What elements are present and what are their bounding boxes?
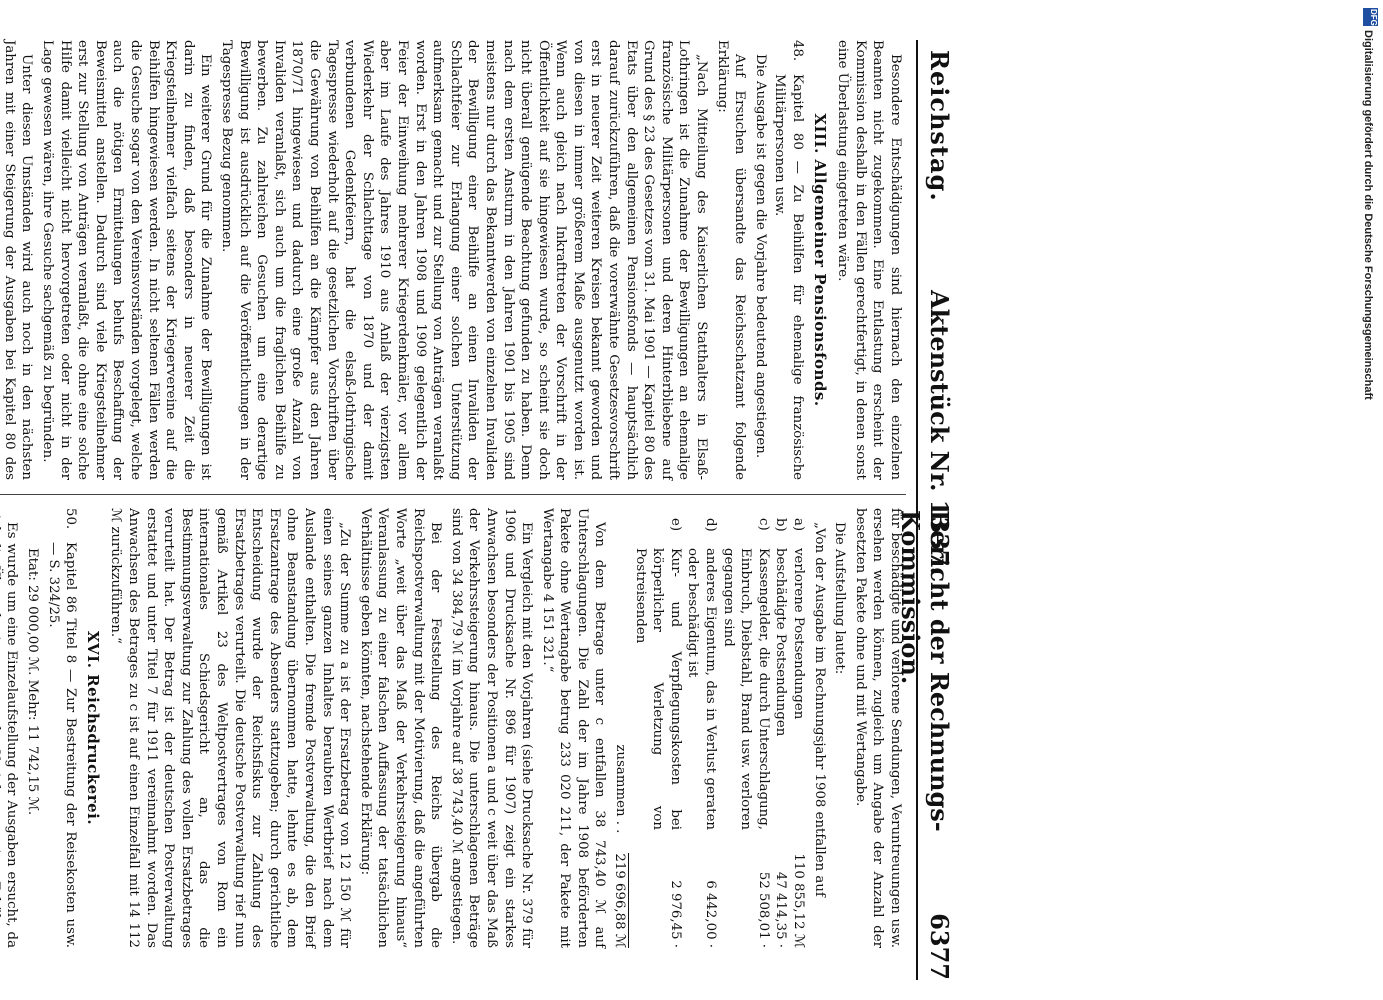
paragraph: Besondere Entschädigungen sind hiernach den einzelnen Beamten nicht zugekommen. Eine Entlastung erscheint der Kommission deshalb in den Fällen gerechtfertigt, in denen sonst eine Überlastung eingetreten wäre.: [835, 40, 903, 480]
list-item-value: 110 855,12 ℳ: [791, 853, 807, 948]
item-number: 48.: [790, 40, 806, 62]
list-item-text: beschädigte Postsendungen: [773, 548, 789, 737]
paragraph: Auf Ersuchen übersandte das Reichsschatzamt folgende Erklärung:: [714, 40, 748, 480]
list-item-key: c): [755, 518, 771, 531]
list-item: [719, 508, 772, 948]
header-center: Aktenstück Nr. 1337.: [925, 290, 954, 575]
list-item: [789, 508, 807, 948]
list-item-value: 6 442,00 ·: [703, 880, 719, 948]
item-number: 50.: [63, 508, 79, 530]
paragraph: Die Aufstellung lautet:: [832, 522, 848, 675]
list-item-text: anderes Eigentum, das in Verlust geraten oder beschädigt ist: [685, 548, 719, 830]
paragraph: für beschädigte und verlorene Sendungen, Veruntreuungen usw. ersehen werden können, zugleich um Angabe der Anzahl der besetzten Pakete ohne und mit Wertangabe.: [852, 508, 903, 948]
paragraph: Unter diesen Umständen wird auch noch in den nächsten Jahren mit einer Steigerung der Ausgaben bei Kapitel 80 des: [1, 40, 35, 480]
header-rule: [916, 40, 918, 980]
right-column: [0, 508, 904, 948]
list-item-key: b): [773, 518, 789, 532]
item-text: Kapitel 86 Titel 8 — Zur Bestreitung der Reisekosten usw. — S. 324/25.: [45, 542, 79, 948]
etat-line: Etat: 29 000,00 ℳ. Mehr: 11 742,15 ℳ.: [25, 548, 41, 816]
paragraph: „Von der Ausgabe im Rechnungsjahr 1908 entfallen auf: [811, 522, 827, 897]
section-heading: XVI. Reichsdruckerei.: [83, 630, 102, 826]
list-item-key: d): [703, 518, 719, 532]
list-item-key: e): [667, 518, 683, 532]
page-header: [896, 40, 960, 980]
list-item: [684, 508, 719, 948]
sum-row: [611, 508, 630, 948]
paragraph: Ein Vergleich mit den Vorjahren (siehe Drucksache Nr. 379 für 1906 und Drucksache Nr. 896 für 1907) zeigt ein starkes Anwachsen besonders der Positionen a und c weit über das Maß der Verkehrssteigerung hinaus. Die unterschlagenen Beträge sind von 34 384,79 ℳ im Vorjahre auf 38 743,40 ℳ angestiegen.: [448, 508, 535, 948]
paragraph: Bei der Feststellung des Reichs übergab die Reichspostverwaltung mit der Motivierung, daß die angeführten Worte „weit über das Maß der Verkehrssteigerung hinaus“ Veranlassung zu einer falschen Auffassung der tatsächlichen Verhältnisse geben könnten, nachstehende Erklärung:: [357, 508, 444, 948]
page-number: 6377: [925, 913, 954, 980]
paragraph: Die Ausgabe ist gegen die Vorjahre bedeutend angestiegen.: [752, 54, 768, 459]
paragraph: Es wurde um eine Einzelaufstellung der Ausgaben ersucht, da: [4, 522, 20, 948]
left-column: [0, 40, 904, 480]
list-item-value: 47 414,35 ·: [773, 871, 789, 948]
item-text: Kapitel 80 — Zu Beihilfen für ehemalige französische Militärpersonen usw.: [772, 74, 806, 480]
paragraph: Von dem Betrage unter c entfallen 38 743,40 ℳ auf Unterschlagungen. Die Zahl der im Jahre 1908 beförderten Pakete ohne Wertangabe betrug 233 020 211, der Pakete mit Wertangabe 4 151 321.“: [539, 508, 608, 948]
list-item-text: Kassengelder, die durch Unterschlagung, Einbruch, Diebstahl, Brand usw. verloren gegangen sind: [720, 548, 771, 830]
item-50: [44, 508, 79, 948]
header-title: Bericht der Rechnungs-Kommission.: [896, 510, 954, 832]
list-item-value: 52 508,01 ·: [755, 871, 771, 948]
column-divider: [0, 494, 906, 495]
expense-list: [631, 508, 807, 948]
document-page: [0, 40, 960, 980]
dfg-logo: DFG: [1363, 8, 1378, 26]
sum-value: 219 696,88 ℳ: [612, 853, 628, 948]
funding-note: Digitalisierung gefördert durch die Deutsche Forschungsgemeinschaft: [1362, 30, 1374, 400]
section-heading: XIII. Allgemeiner Pensionsfonds.: [810, 113, 829, 407]
item-48: [771, 40, 806, 480]
paragraph: Ein weiterer Grund für die Zunahme der Bewilligungen ist darin zu finden, daß besonders in neuerer Zeit die Kriegsteilnehmer vielfach seitens der Kriegervereine auf die Beihilfen hingewiesen werden. In nicht seltenen Fällen werden die Gesuche sogar von den Vereinsvorständen vorgelegt, welche auch die nötigen Ermittelungen behufs Beschaffung der Beweismittel anstellen. Dadurch sind viele Kriegsteilnehmer erst zur Stellung von Anträgen veranlaßt, die ohne eine solche Hilfe damit vielleicht nicht hervorgetreten oder nicht in der Lage gewesen wären, ihre Gesuche sachgemäß zu begründen.: [40, 40, 214, 480]
list-item: [772, 508, 790, 948]
list-item-text: Kur- und Verpflegungskosten bei körperlicher Verletzung von Postreisenden: [632, 548, 683, 830]
list-item-key: a): [791, 518, 807, 532]
list-item-value: 2 976,45 ·: [667, 880, 683, 948]
sum-label: zusammen . .: [613, 744, 629, 834]
paragraph: „Zu der Summe zu a ist der Ersatzbetrag von 12 150 ℳ für einen seines ganzen Inhaltes beraubten Wertbrief nach dem Auslande enthalten. Die fremde Postverwaltung, die den Brief ohne Beanstandung übernommen hatte, lehnte es ab, dem Ersatzantrage des Absenders stattzugeben; durch gerichtliche Entscheidung wurde der Reichsfiskus zur Zahlung des Ersatzbetrages verurteilt. Die deutsche Postverwaltung rief nun gemäß Artikel 23 des Weltpostvertrages von Rom ein internationales Schiedsgericht an, das die Bestimmungsverwaltung zur Zahlung des vollen Ersatzbetrages verurteilt hat. Der Betrag ist der deutschen Postverwaltung erstattet und unter Titel 7 für 1911 vereinnahmt worden. Das Anwachsen des Betrages zu c ist auf einen Einzelfall mit 14 112 ℳ zurückzuführen.“: [108, 508, 353, 948]
header-left: Reichstag.: [925, 50, 954, 202]
paragraph: „Nach Mitteilung des Kaiserlichen Statthalters in Elsaß-Lothringen ist die Zunahme der Bewilligungen an ehemalige französische Militärpersonen und deren Hinterbliebene auf Grund des § 23 des Gesetzes vom 31. Mai 1901 — Kapitel 80 des Etats über den allgemeinen Pensionsfonds — hauptsächlich darauf zurückzuführen, daß die vorerwähnte Gesetzesvorschrift erst in neuerer Zeit weiteren Kreisen bekannt geworden und von diesen in immer größerem Maße ausgenutzt worden ist. Wenn auch gleich nach Inkrafttreten der Vorschrift in der Öffentlichkeit auf sie hingewiesen wurde, so scheint sie doch nicht überall genügende Beachtung gefunden zu haben. Denn nach dem ersten Ansturm in den Jahren 1901 bis 1905 sind meistens nur durch das Bekanntwerden von einzelnen Invaliden der Bewilligung einer Beihilfe an einen Invaliden der Schlachtfeier zur Erlangung einer solchen Unterstützung aufmerksam gemacht und zur Stellung von Anträgen veranlaßt worden. Erst in den Jahren 1908 und 1909 gelegentlich der Feier der Einweihung mehrerer Kriegerdenkmäler, vor allem aber im Laufe des Jahres 1910 aus Anlaß der vierzigsten Wiederkehr der Schlachttage von 1870 und der damit verbundenen Gedenkfeiern, hat die elsaß-lothringische Tagespresse wiederholt auf die gesetzlichen Vorschriften über die Gewährung von Beihilfen an die Kämpfer aus den Jahren 1870/71 hingewiesen und dadurch eine große Anzahl von Invaliden veranlaßt, sich auch um die fraglichen Beihilfe zu bewerben. Zu zahlreichen Gesuchen um eine derartige Bewilligung ist ausdrücklich auf die Veröffentlichungen in der Tagespresse Bezug genommen.: [219, 40, 710, 480]
list-item: [631, 508, 684, 948]
list-item-text: verlorene Postsendungen: [791, 548, 807, 720]
